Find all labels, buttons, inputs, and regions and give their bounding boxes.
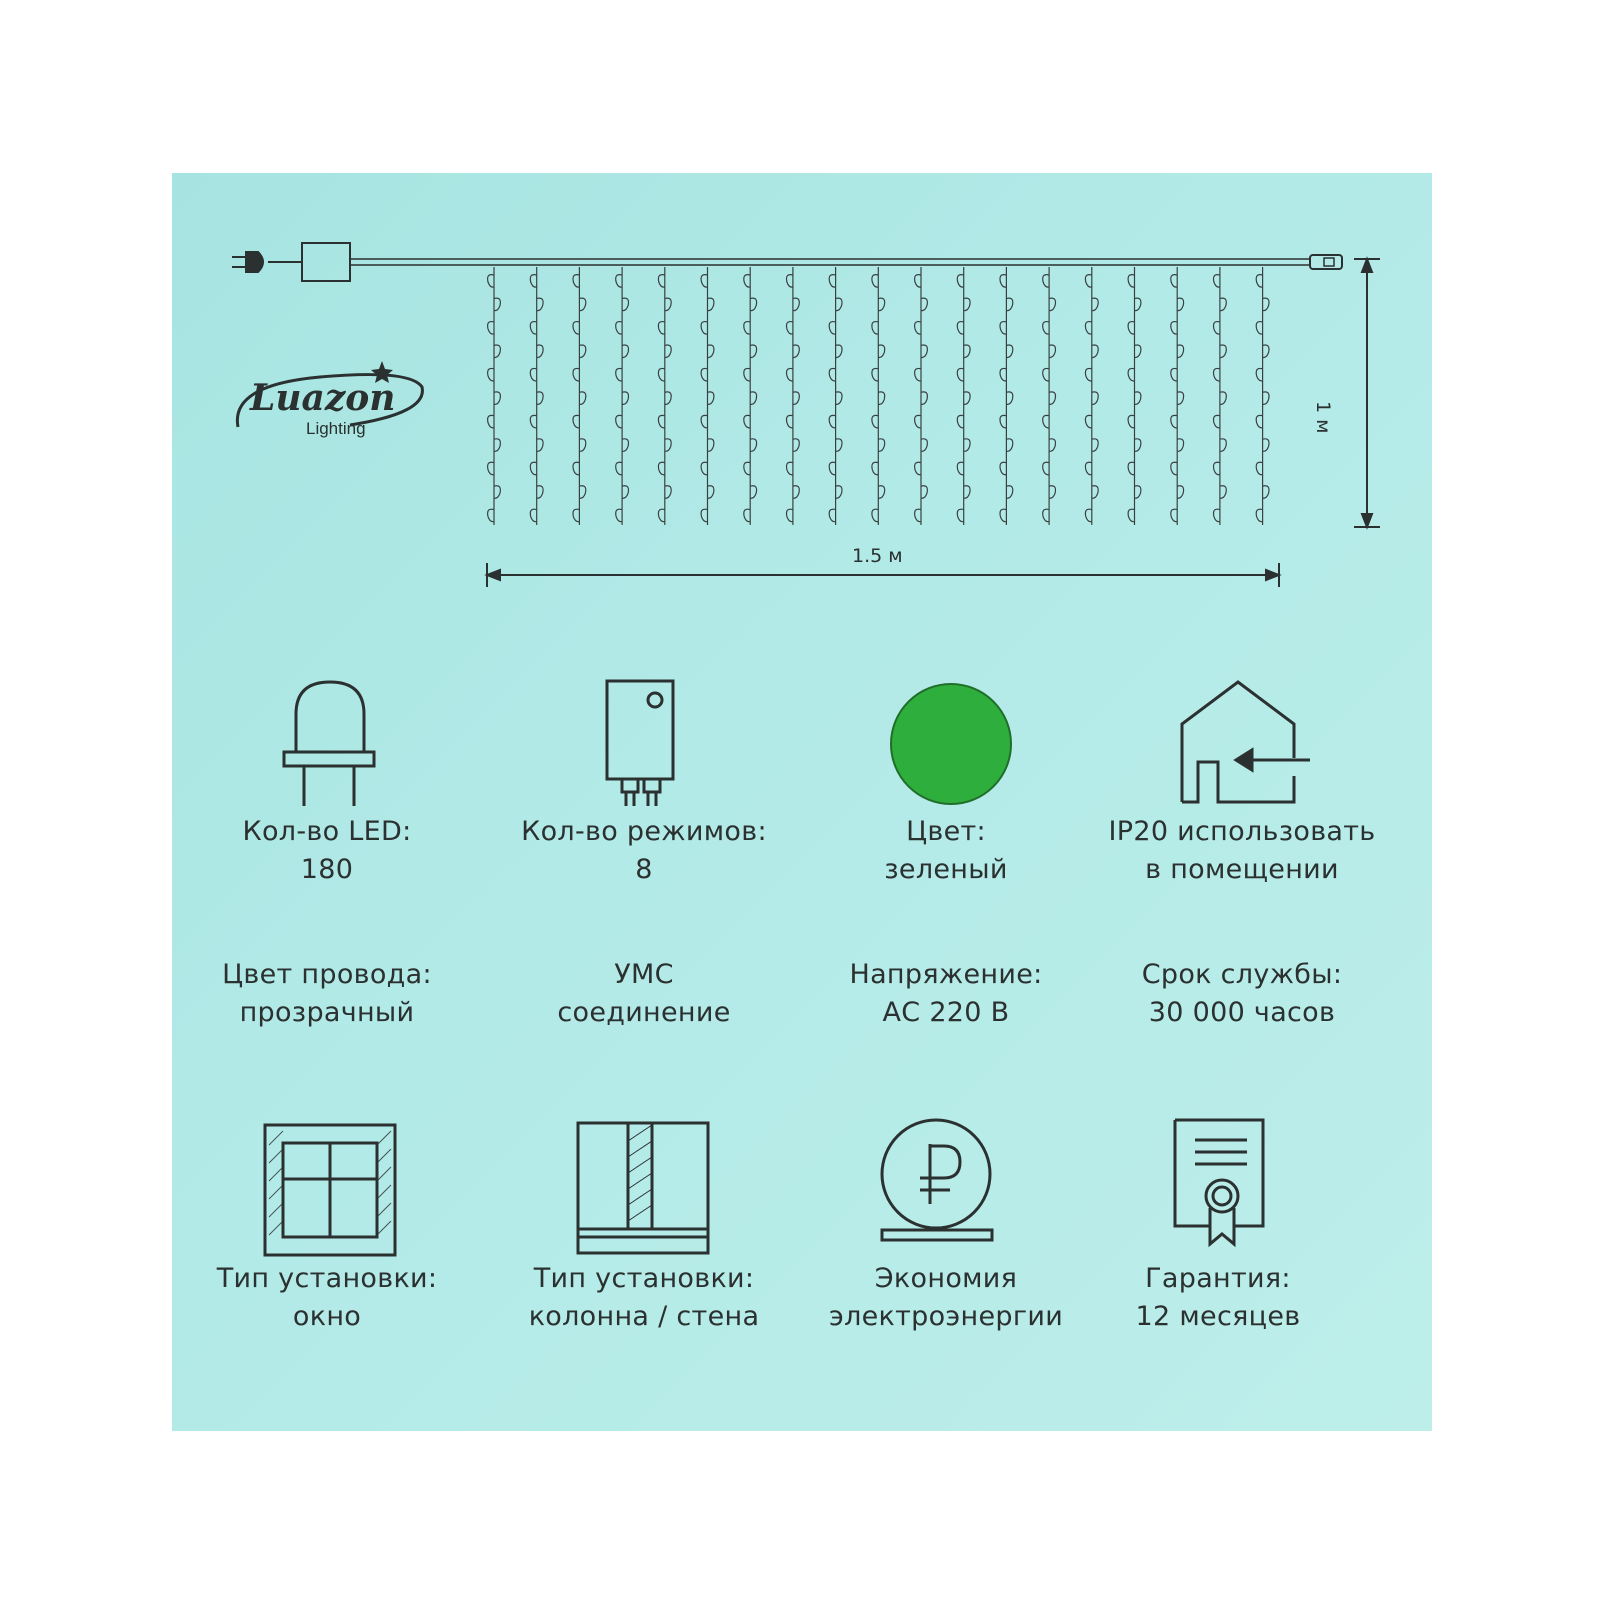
led-bulb bbox=[793, 392, 799, 405]
led-strands bbox=[488, 267, 1269, 525]
led-bulb bbox=[573, 462, 579, 475]
led-bulb bbox=[915, 509, 921, 522]
led-bulb bbox=[1006, 486, 1012, 499]
led-bulb bbox=[829, 415, 835, 428]
led-strand bbox=[488, 267, 501, 525]
led-bulb bbox=[1220, 345, 1226, 358]
led-bulb bbox=[616, 322, 622, 335]
plug-icon bbox=[232, 252, 302, 272]
led-bulb bbox=[1256, 275, 1262, 288]
led-strand bbox=[1171, 267, 1184, 525]
led-bulb bbox=[665, 486, 671, 499]
led-bulb bbox=[872, 275, 878, 288]
led-bulb bbox=[1128, 275, 1134, 288]
led-bulb bbox=[744, 368, 750, 381]
led-bulb bbox=[494, 345, 500, 358]
led-bulb bbox=[537, 439, 543, 452]
led-strand bbox=[1256, 267, 1269, 525]
led-bulb bbox=[957, 509, 963, 522]
led-bulb bbox=[1135, 392, 1141, 405]
led-bulb bbox=[1085, 415, 1091, 428]
controller-box bbox=[302, 243, 350, 281]
led-bulb bbox=[530, 368, 536, 381]
led-strand bbox=[872, 267, 885, 525]
led-bulb bbox=[878, 439, 884, 452]
led-strand bbox=[1085, 267, 1098, 525]
led-bulb bbox=[658, 509, 664, 522]
green-color-swatch-icon bbox=[890, 683, 1014, 807]
led-bulb bbox=[530, 415, 536, 428]
led-bulb bbox=[836, 392, 842, 405]
led-bulb bbox=[1128, 368, 1134, 381]
led-bulb bbox=[537, 392, 543, 405]
led-bulb bbox=[1256, 368, 1262, 381]
led-bulb bbox=[1177, 298, 1183, 311]
led-bulb bbox=[1171, 462, 1177, 475]
warranty-certificate-icon bbox=[1173, 1118, 1273, 1253]
led-bulb bbox=[1177, 486, 1183, 499]
led-strand bbox=[829, 267, 842, 525]
led-bulb bbox=[616, 509, 622, 522]
led-bulb bbox=[964, 345, 970, 358]
led-bulb bbox=[829, 368, 835, 381]
led-bulb bbox=[1006, 298, 1012, 311]
led-bulb bbox=[708, 439, 714, 452]
led-bulb bbox=[573, 275, 579, 288]
led-bulb bbox=[1171, 415, 1177, 428]
led-bulb bbox=[658, 462, 664, 475]
led-bulb bbox=[1214, 415, 1220, 428]
window-icon bbox=[263, 1123, 397, 1257]
led-bulb bbox=[793, 439, 799, 452]
led-strand bbox=[1000, 267, 1013, 525]
led-strand bbox=[1128, 267, 1141, 525]
led-bulb bbox=[1049, 298, 1055, 311]
width-label: 1.5 м bbox=[852, 545, 903, 567]
led-bulb bbox=[616, 462, 622, 475]
led-bulb bbox=[701, 275, 707, 288]
led-bulb bbox=[573, 322, 579, 335]
led-bulb bbox=[708, 486, 714, 499]
led-bulb bbox=[708, 345, 714, 358]
led-bulb bbox=[1263, 298, 1269, 311]
led-bulb bbox=[616, 415, 622, 428]
led-bulb bbox=[1256, 415, 1262, 428]
led-bulb bbox=[1092, 486, 1098, 499]
brand-name: Luazon bbox=[250, 377, 396, 419]
led-bulb bbox=[1092, 298, 1098, 311]
led-bulb bbox=[915, 275, 921, 288]
led-bulb bbox=[701, 509, 707, 522]
led-strand bbox=[616, 267, 629, 525]
led-bulb bbox=[1085, 322, 1091, 335]
led-bulb bbox=[579, 392, 585, 405]
led-bulb bbox=[1128, 415, 1134, 428]
led-bulb bbox=[579, 345, 585, 358]
led-bulb bbox=[957, 275, 963, 288]
led-bulb bbox=[1171, 322, 1177, 335]
led-bulb bbox=[1043, 509, 1049, 522]
led-bulb bbox=[1000, 415, 1006, 428]
led-bulb bbox=[964, 486, 970, 499]
led-bulb bbox=[1220, 439, 1226, 452]
led-bulb bbox=[836, 439, 842, 452]
led-bulb bbox=[921, 392, 927, 405]
led-bulb bbox=[787, 415, 793, 428]
led-bulb bbox=[1220, 486, 1226, 499]
led-bulb bbox=[744, 462, 750, 475]
led-bulb bbox=[787, 322, 793, 335]
spec-lifetime: Срок службы: 30 000 часов bbox=[1141, 959, 1343, 1028]
led-bulb bbox=[1256, 509, 1262, 522]
led-bulb bbox=[921, 439, 927, 452]
led-bulb bbox=[488, 368, 494, 381]
led-icon bbox=[282, 678, 382, 808]
led-bulb bbox=[750, 392, 756, 405]
led-bulb bbox=[921, 486, 927, 499]
led-bulb bbox=[537, 345, 543, 358]
led-bulb bbox=[915, 368, 921, 381]
led-bulb bbox=[1177, 392, 1183, 405]
height-dimension-line bbox=[1354, 259, 1380, 527]
led-bulb bbox=[488, 322, 494, 335]
led-bulb bbox=[573, 415, 579, 428]
led-bulb bbox=[872, 462, 878, 475]
led-bulb bbox=[616, 368, 622, 381]
led-bulb bbox=[622, 486, 628, 499]
led-strand bbox=[957, 267, 970, 525]
led-bulb bbox=[1000, 509, 1006, 522]
led-bulb bbox=[793, 298, 799, 311]
led-bulb bbox=[872, 415, 878, 428]
led-bulb bbox=[708, 392, 714, 405]
led-bulb bbox=[1085, 462, 1091, 475]
led-bulb bbox=[1092, 345, 1098, 358]
led-bulb bbox=[1006, 345, 1012, 358]
led-bulb bbox=[658, 275, 664, 288]
led-bulb bbox=[829, 275, 835, 288]
led-bulb bbox=[494, 486, 500, 499]
led-bulb bbox=[1000, 322, 1006, 335]
led-bulb bbox=[1220, 298, 1226, 311]
info-card bbox=[172, 173, 1432, 1431]
led-bulb bbox=[701, 322, 707, 335]
led-bulb bbox=[921, 345, 927, 358]
led-bulb bbox=[579, 486, 585, 499]
led-bulb bbox=[872, 509, 878, 522]
led-strand bbox=[787, 267, 800, 525]
led-bulb bbox=[1214, 462, 1220, 475]
led-bulb bbox=[787, 368, 793, 381]
led-strand bbox=[701, 267, 714, 525]
led-bulb bbox=[488, 509, 494, 522]
spec-voltage: Напряжение: АС 220 В bbox=[849, 959, 1043, 1028]
led-bulb bbox=[957, 415, 963, 428]
led-bulb bbox=[573, 368, 579, 381]
led-bulb bbox=[1263, 392, 1269, 405]
led-bulb bbox=[1177, 439, 1183, 452]
led-bulb bbox=[658, 322, 664, 335]
led-bulb bbox=[829, 322, 835, 335]
led-bulb bbox=[1220, 392, 1226, 405]
spec-ip-rating: IP20 использовать в помещении bbox=[1108, 816, 1376, 885]
led-bulb bbox=[665, 392, 671, 405]
ruble-coin-icon bbox=[874, 1118, 1002, 1250]
led-strand bbox=[1214, 267, 1227, 525]
led-bulb bbox=[1263, 439, 1269, 452]
led-bulb bbox=[1085, 368, 1091, 381]
led-bulb bbox=[1000, 368, 1006, 381]
led-bulb bbox=[573, 509, 579, 522]
led-bulb bbox=[1263, 486, 1269, 499]
led-bulb bbox=[964, 298, 970, 311]
led-bulb bbox=[1043, 322, 1049, 335]
led-bulb bbox=[494, 298, 500, 311]
column-wall-icon bbox=[576, 1121, 710, 1255]
led-strand bbox=[658, 267, 671, 525]
led-bulb bbox=[1171, 368, 1177, 381]
led-bulb bbox=[964, 392, 970, 405]
led-bulb bbox=[1006, 439, 1012, 452]
led-bulb bbox=[1214, 368, 1220, 381]
led-bulb bbox=[872, 368, 878, 381]
led-bulb bbox=[494, 392, 500, 405]
led-bulb bbox=[836, 345, 842, 358]
led-bulb bbox=[750, 486, 756, 499]
led-bulb bbox=[665, 439, 671, 452]
led-bulb bbox=[957, 322, 963, 335]
led-bulb bbox=[750, 345, 756, 358]
led-bulb bbox=[701, 462, 707, 475]
led-bulb bbox=[744, 322, 750, 335]
led-bulb bbox=[616, 275, 622, 288]
led-bulb bbox=[878, 392, 884, 405]
led-bulb bbox=[537, 486, 543, 499]
led-bulb bbox=[1256, 462, 1262, 475]
led-bulb bbox=[1043, 462, 1049, 475]
led-bulb bbox=[915, 462, 921, 475]
spec-mount-window: Тип установки: окно bbox=[216, 1263, 438, 1332]
spec-connection: УМС соединение bbox=[557, 959, 731, 1028]
led-bulb bbox=[1006, 392, 1012, 405]
led-bulb bbox=[494, 439, 500, 452]
led-bulb bbox=[1171, 509, 1177, 522]
end-connector bbox=[1310, 255, 1342, 269]
led-bulb bbox=[836, 486, 842, 499]
led-bulb bbox=[750, 439, 756, 452]
led-bulb bbox=[964, 439, 970, 452]
spec-energy-saving: Экономия электроэнергии bbox=[828, 1263, 1064, 1332]
led-bulb bbox=[1092, 439, 1098, 452]
led-bulb bbox=[1000, 275, 1006, 288]
led-bulb bbox=[915, 415, 921, 428]
led-bulb bbox=[1043, 415, 1049, 428]
house-indoor-icon bbox=[1178, 678, 1318, 808]
led-bulb bbox=[793, 345, 799, 358]
led-strand bbox=[573, 267, 586, 525]
led-bulb bbox=[622, 392, 628, 405]
led-bulb bbox=[1214, 275, 1220, 288]
led-bulb bbox=[1135, 486, 1141, 499]
led-bulb bbox=[701, 415, 707, 428]
led-bulb bbox=[1085, 275, 1091, 288]
led-bulb bbox=[1043, 275, 1049, 288]
led-bulb bbox=[1128, 322, 1134, 335]
led-bulb bbox=[1085, 509, 1091, 522]
led-bulb bbox=[957, 368, 963, 381]
led-bulb bbox=[1128, 509, 1134, 522]
led-bulb bbox=[915, 322, 921, 335]
spec-warranty: Гарантия: 12 месяцев bbox=[1135, 1263, 1301, 1332]
led-bulb bbox=[622, 298, 628, 311]
led-bulb bbox=[957, 462, 963, 475]
brand-logo bbox=[230, 355, 430, 445]
led-bulb bbox=[744, 275, 750, 288]
led-bulb bbox=[1177, 345, 1183, 358]
led-strand bbox=[744, 267, 757, 525]
led-bulb bbox=[579, 298, 585, 311]
led-bulb bbox=[1214, 509, 1220, 522]
spec-wire-color: Цвет провода: прозрачный bbox=[222, 959, 432, 1028]
controller-icon bbox=[602, 678, 682, 808]
led-bulb bbox=[708, 298, 714, 311]
led-bulb bbox=[829, 462, 835, 475]
led-bulb bbox=[1049, 392, 1055, 405]
led-bulb bbox=[1135, 298, 1141, 311]
led-bulb bbox=[878, 486, 884, 499]
led-bulb bbox=[488, 462, 494, 475]
led-bulb bbox=[530, 462, 536, 475]
led-bulb bbox=[1049, 439, 1055, 452]
led-bulb bbox=[878, 345, 884, 358]
led-bulb bbox=[658, 415, 664, 428]
led-bulb bbox=[836, 298, 842, 311]
led-bulb bbox=[1135, 439, 1141, 452]
led-bulb bbox=[1043, 368, 1049, 381]
led-bulb bbox=[622, 345, 628, 358]
led-bulb bbox=[921, 298, 927, 311]
led-bulb bbox=[787, 275, 793, 288]
led-bulb bbox=[537, 298, 543, 311]
led-bulb bbox=[665, 345, 671, 358]
led-bulb bbox=[530, 275, 536, 288]
led-bulb bbox=[658, 368, 664, 381]
led-bulb bbox=[1135, 345, 1141, 358]
led-bulb bbox=[1256, 322, 1262, 335]
led-bulb bbox=[622, 439, 628, 452]
led-bulb bbox=[1263, 345, 1269, 358]
led-bulb bbox=[530, 322, 536, 335]
led-bulb bbox=[878, 298, 884, 311]
led-bulb bbox=[1214, 322, 1220, 335]
height-label: 1 м bbox=[1312, 401, 1334, 434]
led-bulb bbox=[1049, 345, 1055, 358]
led-bulb bbox=[701, 368, 707, 381]
led-bulb bbox=[488, 275, 494, 288]
led-bulb bbox=[787, 509, 793, 522]
led-bulb bbox=[1049, 486, 1055, 499]
led-bulb bbox=[488, 415, 494, 428]
led-bulb bbox=[665, 298, 671, 311]
led-strand bbox=[530, 267, 543, 525]
spec-modes: Кол-во режимов: 8 bbox=[521, 816, 767, 885]
led-strand bbox=[1043, 267, 1056, 525]
led-bulb bbox=[744, 415, 750, 428]
brand-sub: Lighting bbox=[306, 419, 366, 438]
led-bulb bbox=[872, 322, 878, 335]
spec-color: Цвет: зеленый bbox=[884, 816, 1008, 885]
led-bulb bbox=[530, 509, 536, 522]
led-bulb bbox=[787, 462, 793, 475]
led-bulb bbox=[1092, 392, 1098, 405]
led-bulb bbox=[1128, 462, 1134, 475]
led-bulb bbox=[750, 298, 756, 311]
spec-mount-column-wall: Тип установки: колонна / стена bbox=[528, 1263, 760, 1332]
led-bulb bbox=[744, 509, 750, 522]
led-bulb bbox=[1000, 462, 1006, 475]
led-bulb bbox=[829, 509, 835, 522]
led-strand bbox=[915, 267, 928, 525]
spec-led-count: Кол-во LED: 180 bbox=[242, 816, 412, 885]
led-bulb bbox=[793, 486, 799, 499]
led-bulb bbox=[579, 439, 585, 452]
led-bulb bbox=[1171, 275, 1177, 288]
